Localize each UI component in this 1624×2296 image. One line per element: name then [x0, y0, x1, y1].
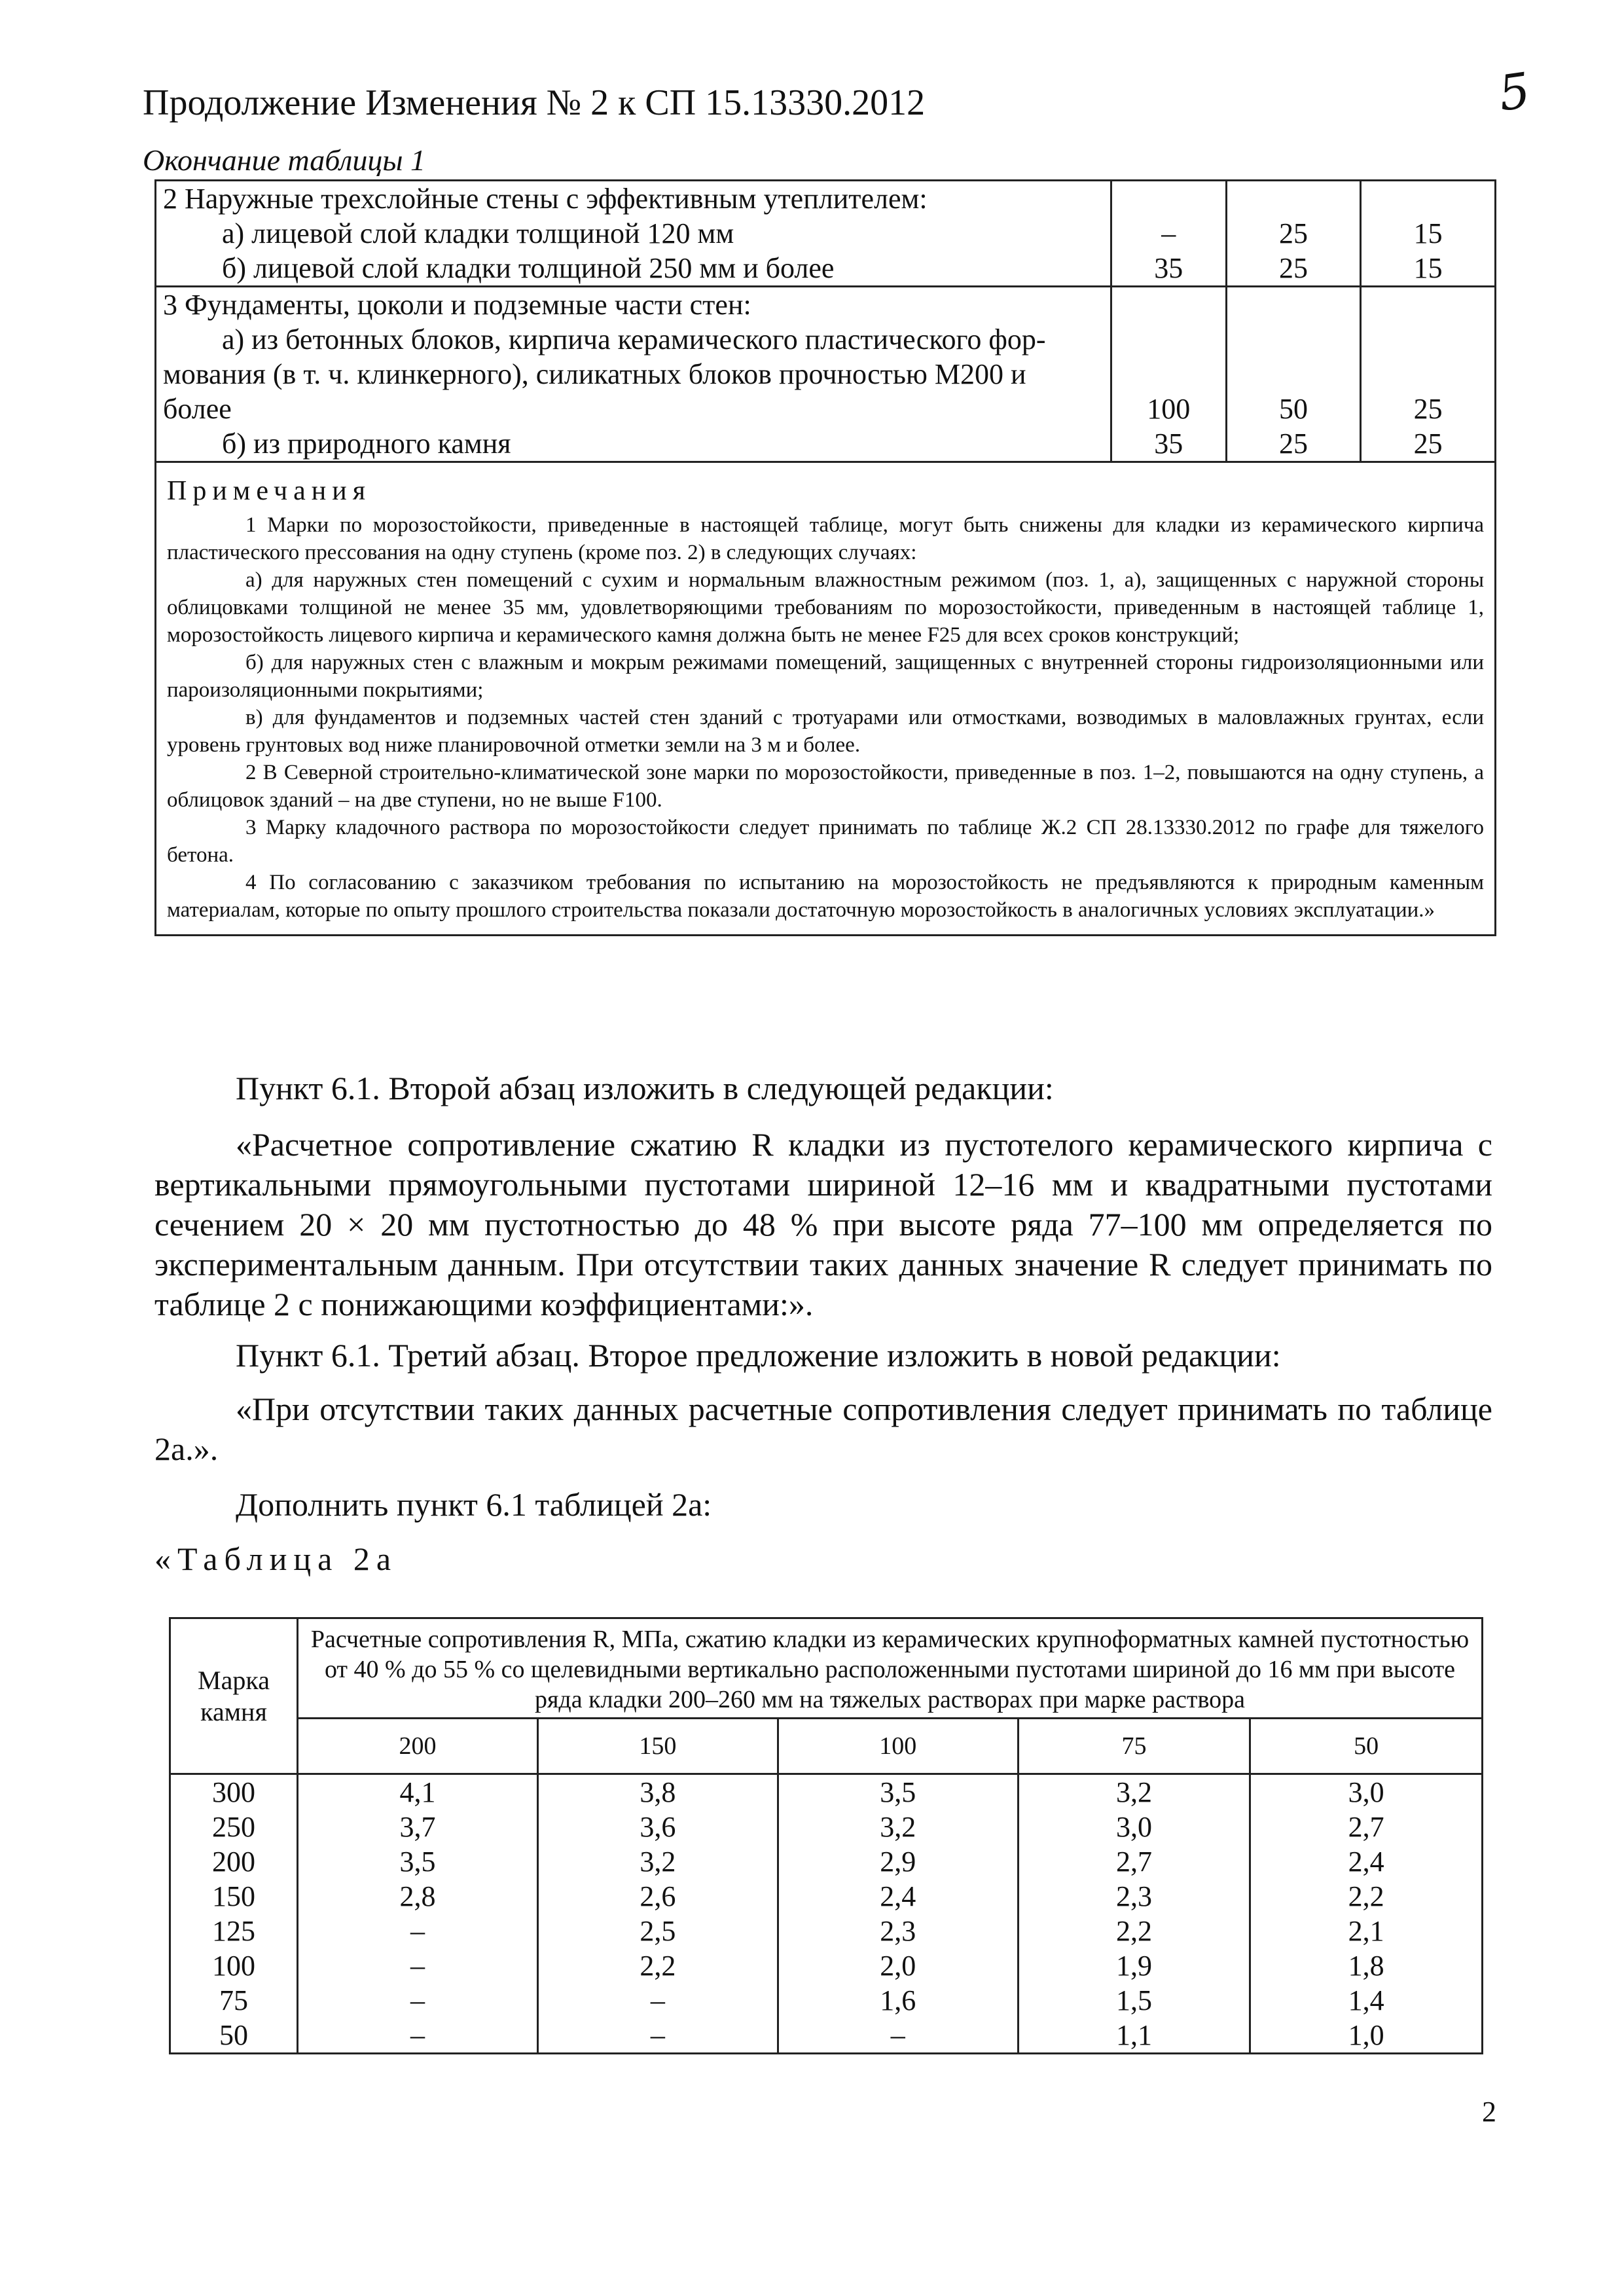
resistance-value-cell: 2,2	[1250, 1879, 1483, 1914]
table2a-row	[170, 2018, 1483, 2054]
table2a	[169, 1617, 1483, 2054]
table1-description-line: более	[163, 393, 232, 425]
table1-value: 35	[1154, 252, 1183, 284]
resistance-value-cell: 1,0	[1250, 2018, 1483, 2054]
table1-notes-row	[156, 462, 1496, 936]
stone-mark-cell: 75	[170, 1983, 298, 2018]
paragraph-p5: Дополнить пункт 6.1 таблицей 2а:	[236, 1486, 712, 1523]
mortar-grade-header: 50	[1250, 1719, 1483, 1774]
resistance-value-cell: 3,2	[1018, 1774, 1250, 1810]
table1-value	[1362, 322, 1494, 357]
resistance-value-cell: 2,3	[778, 1914, 1018, 1948]
table1-value	[1362, 287, 1494, 322]
resistance-value-cell: 2,6	[537, 1879, 778, 1914]
table1-value: 25	[1413, 393, 1443, 425]
stone-mark-cell: 125	[170, 1914, 298, 1948]
table1-value: 35	[1154, 428, 1183, 460]
resistance-value-cell: 1,4	[1250, 1983, 1483, 2018]
mortar-grade-header: 150	[537, 1719, 778, 1774]
resistance-value-cell: –	[298, 2018, 538, 2054]
resistance-value-cell: 2,4	[1250, 1844, 1483, 1879]
table1-description-line: мования (в т. ч. клинкерного), силикатных блоков прочностью М200 и	[163, 358, 1026, 390]
table1-notes-cell	[156, 462, 1496, 936]
table1-value: 25	[1413, 428, 1443, 460]
resistance-value-cell: –	[537, 2018, 778, 2054]
paragraph-p1: Пункт 6.1. Второй абзац изложить в следующей редакции:	[236, 1070, 1054, 1106]
note-paragraph: б) для наружных стен с влажным и мокрым режимами помещений, защищенных с внутренней стороны гидроизоляционными или пароизоляционными покрытиями;	[167, 651, 1484, 702]
table1-value: 25	[1279, 428, 1308, 460]
table1-value: 15	[1413, 217, 1443, 249]
table1-value-cell-col2	[1226, 287, 1361, 462]
table1-row	[156, 181, 1496, 287]
resistance-value-cell: 2,5	[537, 1914, 778, 1948]
table1-value	[1112, 181, 1225, 216]
table1-value-cell-col1	[1111, 287, 1226, 462]
stone-mark-cell: 200	[170, 1844, 298, 1879]
mark-header: Марка камня	[170, 1618, 298, 1774]
table1-description-line: а) из бетонных блоков, кирпича керамического пластического фор-	[222, 323, 1046, 355]
resistance-value-cell: 3,2	[778, 1810, 1018, 1844]
table1-value	[1227, 181, 1360, 216]
mortar-grade-header: 200	[298, 1719, 538, 1774]
resistance-value-cell: 2,2	[1018, 1914, 1250, 1948]
table1-value: –	[1161, 217, 1176, 249]
stone-mark-cell: 250	[170, 1810, 298, 1844]
table1-value: 15	[1413, 252, 1443, 284]
resistance-value-cell: –	[298, 1983, 538, 2018]
resistance-value-cell: –	[778, 2018, 1018, 2054]
page-number: 2	[1482, 2096, 1496, 2128]
paragraph-p2: «Расчетное сопротивление сжатию R кладки из пустотелого керамического кирпича с вертикальными прямоугольными пустотами шириной 12–16 мм и квадратными пустотами сечением 20 × 20 мм пустотностью до 48 % при высоте ряда 77–100 мм определяется по экспериментальным данным. При отсутствии таких данных значение R следует принимать по таблице 2 с понижающими коэффициентами:».	[154, 1126, 1492, 1322]
resistance-value-cell: 3,0	[1250, 1774, 1483, 1810]
table1-description-line: а) лицевой слой кладки толщиной 120 мм	[222, 217, 734, 249]
table2a-row	[170, 1879, 1483, 1914]
table2a-main-header: Расчетные сопротивления R, МПа, сжатию кладки из керамических крупноформатных камней пустотностью от 40 % до 55 % со щелевидными вертикально расположенными пустотами шириной до 16 мм при высоте ряда кладки 200–260 мм на тяжелых растворах при марке раствора	[298, 1618, 1483, 1719]
table1-value	[1362, 357, 1494, 392]
table1-value	[1112, 322, 1225, 357]
table1-description-cell	[156, 287, 1111, 462]
table1-value	[1112, 287, 1225, 322]
table2a-row	[170, 1774, 1483, 1810]
resistance-value-cell: 1,6	[778, 1983, 1018, 2018]
mortar-grade-header: 100	[778, 1719, 1018, 1774]
document-header-title: Продолжение Изменения № 2 к СП 15.13330.2012	[143, 82, 926, 123]
resistance-value-cell: 3,7	[298, 1810, 538, 1844]
table1-row	[156, 287, 1496, 462]
stone-mark-cell: 100	[170, 1948, 298, 1983]
resistance-value-cell: 3,5	[298, 1844, 538, 1879]
resistance-value-cell: 2,2	[537, 1948, 778, 1983]
resistance-value-cell: 3,6	[537, 1810, 778, 1844]
table1-value	[1227, 357, 1360, 392]
table1-value: 25	[1279, 217, 1308, 249]
resistance-value-cell: 2,4	[778, 1879, 1018, 1914]
table1-description-line: б) из природного камня	[222, 428, 511, 460]
resistance-value-cell: 3,5	[778, 1774, 1018, 1810]
table2a-row	[170, 1844, 1483, 1879]
table1-value	[1112, 357, 1225, 392]
stone-mark-cell: 50	[170, 2018, 298, 2054]
table2a-caption: «Таблица 2а	[154, 1540, 398, 1577]
table2a-row	[170, 1914, 1483, 1948]
table1-value-cell-col2	[1226, 181, 1361, 287]
note-paragraph: 4 По согласованию с заказчиком требования по испытанию на морозостойкость не предъявляются к природным каменным материалам, которые по опыту прошлого строительства показали достаточную морозостойкость в аналогичных условиях эксплуатации.»	[167, 871, 1484, 922]
table1-description-line: 2 Наружные трехслойные стены с эффективным утеплителем:	[163, 183, 928, 215]
resistance-value-cell: 1,5	[1018, 1983, 1250, 2018]
handwritten-page-mark: 5	[1495, 62, 1534, 122]
table1-value: 25	[1279, 252, 1308, 284]
resistance-value-cell: 2,0	[778, 1948, 1018, 1983]
table2a-row	[170, 1810, 1483, 1844]
resistance-value-cell: 2,3	[1018, 1879, 1250, 1914]
resistance-value-cell: –	[537, 1983, 778, 2018]
note-paragraph: а) для наружных стен помещений с сухим и нормальным влажностным режимом (поз. 1, а), защищенных с наружной стороны облицовками толщиной не менее 35 мм, удовлетворяющими требованиям по морозостойкости, приведенным в настоящей таблице 1, морозостойкость лицевого кирпича и керамического камня должна быть не менее F25 для всех сроков конструкций;	[167, 568, 1484, 647]
resistance-value-cell: 2,9	[778, 1844, 1018, 1879]
table1-description-cell	[156, 181, 1111, 287]
table1-description-line: б) лицевой слой кладки толщиной 250 мм и более	[222, 252, 835, 284]
resistance-value-cell: 1,9	[1018, 1948, 1250, 1983]
resistance-value-cell: 1,1	[1018, 2018, 1250, 2054]
table1-value: 100	[1147, 393, 1191, 425]
stone-mark-cell: 150	[170, 1879, 298, 1914]
table1-value-cell-col3	[1361, 287, 1496, 462]
resistance-value-cell: 4,1	[298, 1774, 538, 1810]
mortar-grade-header: 75	[1018, 1719, 1250, 1774]
resistance-value-cell: –	[298, 1948, 538, 1983]
resistance-value-cell: 2,7	[1250, 1810, 1483, 1844]
resistance-value-cell: –	[298, 1914, 538, 1948]
resistance-value-cell: 3,2	[537, 1844, 778, 1879]
note-paragraph: 3 Марку кладочного раствора по морозостойкости следует принимать по таблице Ж.2 СП 28.13330.2012 по графе для тяжелого бетона.	[167, 816, 1484, 867]
table1-description-line: 3 Фундаменты, цоколи и подземные части стен:	[163, 289, 751, 321]
resistance-value-cell: 3,0	[1018, 1810, 1250, 1844]
table1-value: 50	[1279, 393, 1308, 425]
table2a-row	[170, 1983, 1483, 2018]
stone-mark-cell: 300	[170, 1774, 298, 1810]
note-paragraph: 2 В Северной строительно-климатической зоне марки по морозостойкости, приведенные в поз. 1–2, повышаются на одну ступень, а облицовок зданий – на две ступени, но не выше F100.	[167, 761, 1484, 812]
table1-value	[1227, 322, 1360, 357]
resistance-value-cell: 1,8	[1250, 1948, 1483, 1983]
paragraph-p3: Пункт 6.1. Третий абзац. Второе предложение изложить в новой редакции:	[236, 1337, 1281, 1374]
table1-value	[1227, 287, 1360, 322]
notes-title: Примечания	[167, 476, 372, 506]
resistance-value-cell: 2,8	[298, 1879, 538, 1914]
table1-value-cell-col1	[1111, 181, 1226, 287]
paragraph-p4: «При отсутствии таких данных расчетные сопротивления следует принимать по таблице 2а.».	[154, 1391, 1492, 1467]
table1-value-cell-col3	[1361, 181, 1496, 287]
table1-caption: Окончание таблицы 1	[143, 143, 425, 177]
table2a-row	[170, 1948, 1483, 1983]
table1	[154, 179, 1496, 1019]
resistance-value-cell: 3,8	[537, 1774, 778, 1810]
resistance-value-cell: 2,1	[1250, 1914, 1483, 1948]
note-paragraph: в) для фундаментов и подземных частей стен зданий с тротуарами или отмостками, возводимых в маловлажных грунтах, если уровень грунтовых вод ниже планировочной отметки земли на 3 м и более.	[167, 706, 1484, 757]
resistance-value-cell: 2,7	[1018, 1844, 1250, 1879]
note-paragraph: 1 Марки по морозостойкости, приведенные в настоящей таблице, могут быть снижены для кладки из керамического кирпича пластического прессования на одну ступень (кроме поз. 2) в следующих случаях:	[167, 513, 1484, 564]
table1-value	[1362, 181, 1494, 216]
